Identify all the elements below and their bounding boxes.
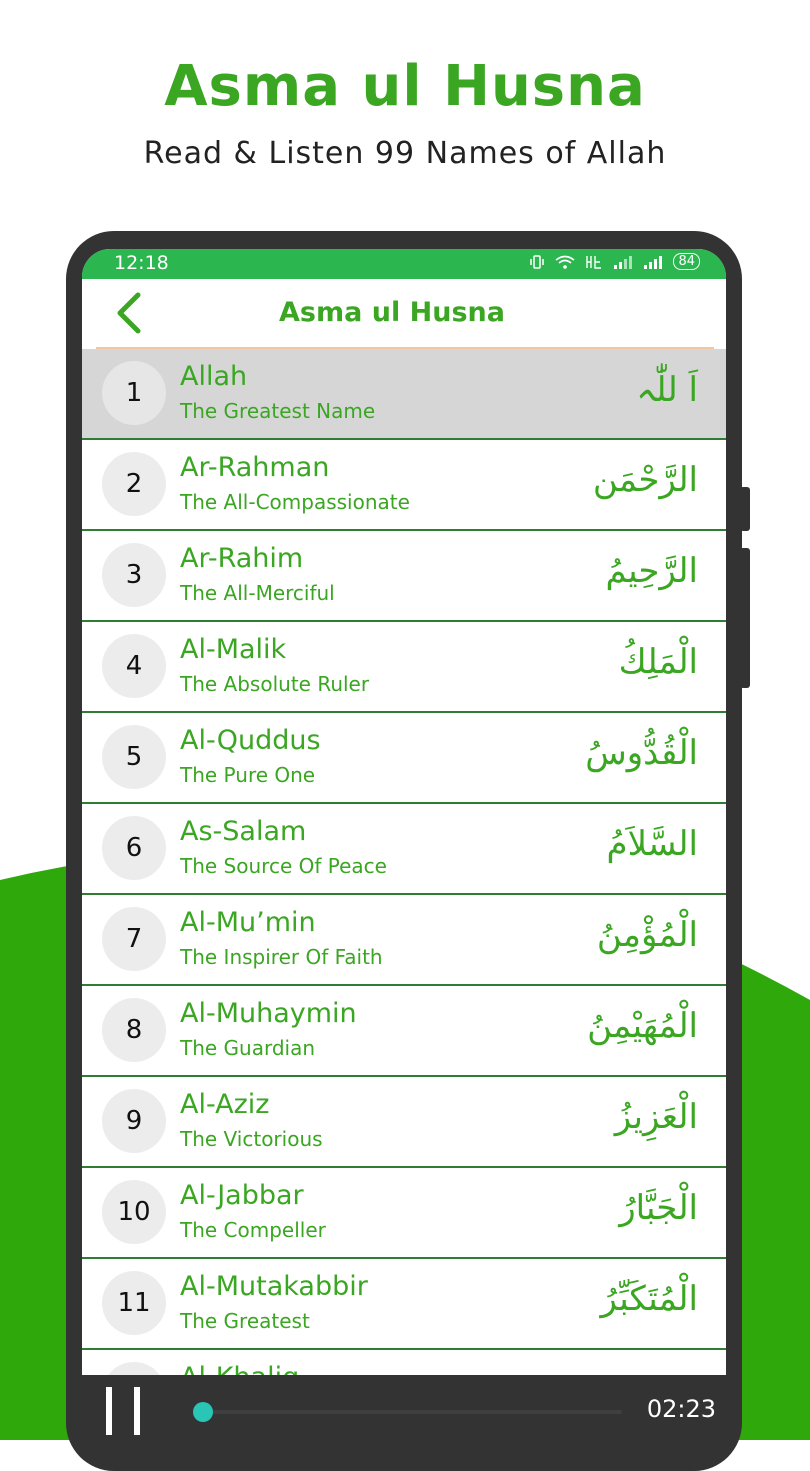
item-transliteration: Al-Mutakabbir xyxy=(180,1271,368,1302)
item-arabic: اَ للّٰہ xyxy=(636,370,698,410)
item-transliteration: Al-Muhaymin xyxy=(180,998,357,1029)
item-number: 6 xyxy=(102,816,166,880)
list-item[interactable] xyxy=(82,804,726,895)
item-transliteration: Allah xyxy=(180,361,248,392)
list-item[interactable] xyxy=(82,895,726,986)
status-icons xyxy=(529,253,700,270)
battery-icon: 84 xyxy=(673,253,700,270)
vibrate-icon xyxy=(529,254,545,270)
item-number: 1 xyxy=(102,361,166,425)
item-meaning: The Greatest xyxy=(180,1309,310,1333)
list-item[interactable] xyxy=(82,440,726,531)
names-list xyxy=(82,349,726,1441)
list-item[interactable] xyxy=(82,713,726,804)
item-transliteration: Al-Aziz xyxy=(180,1089,270,1120)
item-number: 11 xyxy=(102,1271,166,1335)
item-arabic: الْقُدُّوسُ xyxy=(585,733,698,773)
signal-icon xyxy=(613,255,633,269)
item-number: 2 xyxy=(102,452,166,516)
item-number: 9 xyxy=(102,1089,166,1153)
phone-frame xyxy=(66,231,742,1471)
item-meaning: The Victorious xyxy=(180,1127,323,1151)
item-transliteration: Ar-Rahman xyxy=(180,452,330,483)
pause-icon xyxy=(134,1387,140,1435)
app-bar xyxy=(82,279,726,347)
promo-subtitle: Read & Listen 99 Names of Allah xyxy=(143,136,667,171)
item-arabic: الْمُهَيْمِنُ xyxy=(587,1006,698,1046)
item-meaning: The Absolute Ruler xyxy=(180,672,370,696)
promo-title: Asma ul Husna xyxy=(164,54,646,119)
item-meaning: The Pure One xyxy=(180,763,316,787)
item-meaning: The All-Merciful xyxy=(180,581,335,605)
elapsed-time: 02:23 xyxy=(646,1395,716,1423)
item-arabic: السَّلاَمُ xyxy=(606,824,698,864)
phone-screen xyxy=(82,249,726,1449)
item-transliteration: As-Salam xyxy=(180,816,307,847)
item-meaning: The Guardian xyxy=(180,1036,316,1060)
volte-icon xyxy=(585,254,603,270)
item-arabic: الْعَزِيزُ xyxy=(614,1097,698,1137)
wifi-icon xyxy=(555,254,575,270)
signal-icon xyxy=(643,255,663,269)
item-transliteration: Al-Mu’min xyxy=(180,907,316,938)
item-meaning: The Inspirer Of Faith xyxy=(180,945,383,969)
page-title: Asma ul Husna xyxy=(279,297,505,328)
item-meaning: The Greatest Name xyxy=(180,399,376,423)
item-number: 5 xyxy=(102,725,166,789)
status-time: 12:18 xyxy=(114,252,169,274)
item-transliteration: Al-Quddus xyxy=(180,725,321,756)
list-item[interactable] xyxy=(82,986,726,1077)
list-item[interactable] xyxy=(82,1077,726,1168)
pause-icon xyxy=(106,1387,112,1435)
item-transliteration: Al-Jabbar xyxy=(180,1180,304,1211)
item-meaning: The Source Of Peace xyxy=(180,854,387,878)
item-arabic: الْمُتَكَبِّرُ xyxy=(600,1279,698,1319)
list-item[interactable] xyxy=(82,531,726,622)
item-arabic: الرَّحْمَن xyxy=(592,460,698,500)
item-number: 8 xyxy=(102,998,166,1062)
list-item[interactable] xyxy=(82,1259,726,1350)
item-number: 3 xyxy=(102,543,166,607)
seek-thumb[interactable] xyxy=(193,1402,213,1422)
item-arabic: الْمَلِكُ xyxy=(618,642,698,682)
item-meaning: The Compeller xyxy=(180,1218,326,1242)
list-item[interactable] xyxy=(82,622,726,713)
pause-button[interactable] xyxy=(104,1387,148,1435)
status-bar xyxy=(82,249,726,279)
list-item[interactable] xyxy=(82,1168,726,1259)
item-arabic: الْمُؤْمِنُ xyxy=(596,915,698,955)
item-transliteration: Ar-Rahim xyxy=(180,543,304,574)
item-meaning: The All-Compassionate xyxy=(180,490,410,514)
item-number: 7 xyxy=(102,907,166,971)
item-transliteration: Al-Malik xyxy=(180,634,287,665)
item-number: 10 xyxy=(102,1180,166,1244)
item-arabic: الرَّحِيمُ xyxy=(605,551,698,591)
item-arabic: الْجَبَّارُ xyxy=(619,1188,698,1228)
audio-player xyxy=(82,1375,726,1449)
item-number: 4 xyxy=(102,634,166,698)
seek-bar[interactable] xyxy=(194,1410,622,1414)
list-item[interactable] xyxy=(82,349,726,440)
